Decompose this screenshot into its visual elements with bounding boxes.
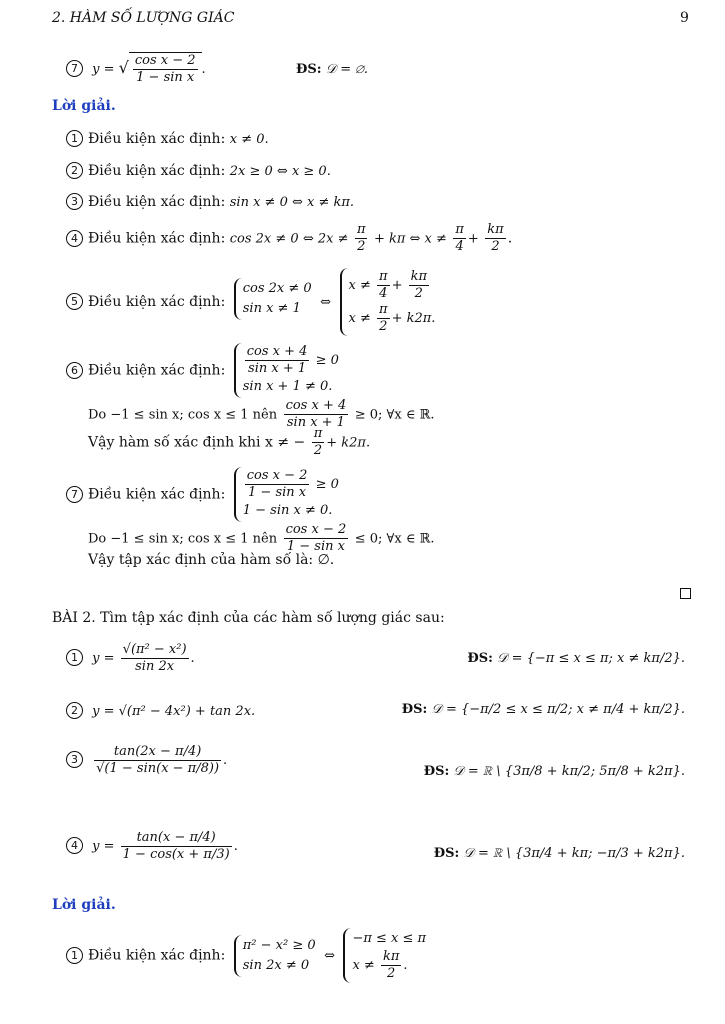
top-answer: ĐS: 𝒟 = ∅. — [296, 62, 368, 77]
solution-item-4: 4 Điều kiện xác định: cos 2x ≠ 0 ⇔ 2x ≠ $\frac{\pi}{2}$ + kπ ⇔ x ≠ $\frac{\pi}{4}$ + $\frac{k\pi}{2}$ . — [66, 222, 512, 255]
exercise-answer-1: ĐS: 𝒟 = {−π ≤ x ≤ π; x ≠ kπ/2}. — [467, 651, 685, 666]
solution-item-7: 7 Điều kiện xác định: $\frac{\text{cos x − 2}}{\text{1 − sin x}}$ ≥ 0 1 − sin x ≠ 0. — [66, 467, 343, 522]
page-number: 9 — [680, 10, 689, 26]
solution-heading: Lời giải. — [52, 98, 116, 114]
solution-item-6: 6 Điều kiện xác định: $\frac{\text{cos x + 4}}{\text{sin x + 1}}$ ≥ 0 sin x + 1 ≠ 0. — [66, 343, 343, 398]
exercise-problem-2: 2 y = √(π² − 4x²) + tan 2x. — [66, 702, 255, 719]
chapter-header: 2. HÀM SỐ LƯỢNG GIÁC — [52, 10, 235, 26]
exercise-answer-4: ĐS: 𝒟 = ℝ \ {3π/4 + kπ; −π/3 + k2π}. — [433, 846, 685, 861]
solution-7-reason: Do −1 ≤ sin x; cos x ≤ 1 nên $\frac{\text{cos x − 2}}{\text{1 − sin x}}$ ≤ 0; ∀x ∈ ℝ. — [88, 522, 435, 554]
solution-item-5: 5 Điều kiện xác định: cos 2x ≠ 0 sin x ≠ 1 ⇔ x ≠ $\frac{\pi}{4}$ + $\frac{k\pi}{2}$ x ≠ $\frac{\pi}{2}$ + k2π. — [66, 268, 439, 336]
top-problem: 7 y = √ $\frac{\text{cos x − 2}}{\text{1 − sin x}}$ . — [66, 52, 206, 86]
exercise-answer-2: ĐS: 𝒟 = {−π/2 ≤ x ≤ π/2; x ≠ π/4 + kπ/2}. — [401, 702, 685, 717]
solution-item-3: 3 Điều kiện xác định: sin x ≠ 0 ⇔ x ≠ kπ. — [66, 193, 354, 210]
item-number: 7 — [66, 60, 83, 77]
solution-heading-2: Lời giải. — [52, 897, 116, 913]
solution-6-reason: Do −1 ≤ sin x; cos x ≤ 1 nên $\frac{\text{cos x + 4}}{\text{sin x + 1}}$ ≥ 0; ∀x ∈ ℝ. — [88, 398, 435, 430]
solution-6-conclusion: Vậy hàm số xác định khi x ≠ − $\frac{\pi}{2}$ + k2π. — [88, 426, 371, 458]
exercise-title: BÀI 2. Tìm tập xác định của các hàm số lượng giác sau: — [52, 610, 445, 626]
exercise-problem-1: 1 y = $\frac{\text{√(π² − x²)}}{\sin 2x}$ . — [66, 642, 195, 675]
qed-square-icon — [680, 588, 691, 599]
solution-item-2: 2 Điều kiện xác định: 2x ≥ 0 ⇔ x ≥ 0. — [66, 162, 331, 179]
solution2-item-1: 1 Điều kiện xác định: π² − x² ≥ 0 sin 2x ≠ 0 ⇔ −π ≤ x ≤ π x ≠ $\frac{k\pi}{2}$ . — [66, 928, 430, 983]
exercise-answer-3: ĐS: 𝒟 = ℝ \ {3π/8 + kπ/2; 5π/8 + k2π}. — [423, 764, 685, 779]
exercise-problem-4: 4 y = $\frac{\tan(x - \pi/4)}{1 - \cos(x + \pi/3)}$ . — [66, 830, 238, 863]
solution-7-conclusion: Vậy tập xác định của hàm số là: ∅. — [88, 552, 335, 568]
solution-item-1: 1 Điều kiện xác định: x ≠ 0. — [66, 130, 269, 147]
exercise-problem-3: 3 $\frac{\tan(2x - \pi/4)}{√(1 - \sin(x - \pi/8))}$ . — [66, 744, 227, 777]
